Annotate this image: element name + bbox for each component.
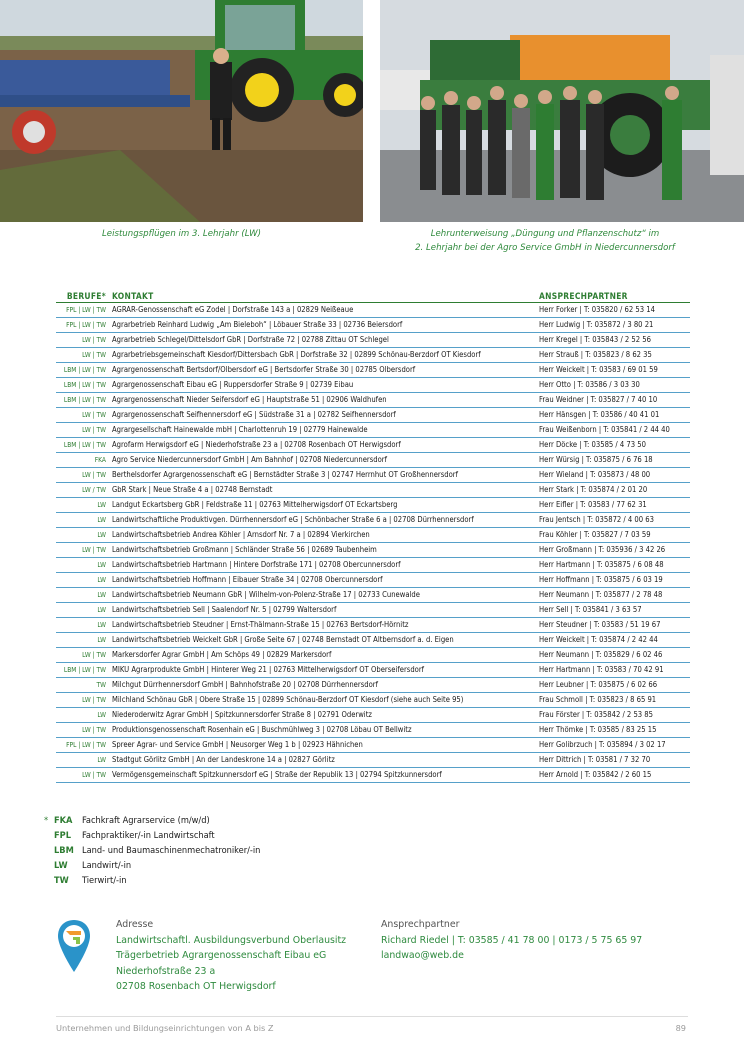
row-berufe: LW xyxy=(97,516,106,524)
address-line1: Landwirtschaftl. Ausbildungsverbund Oberlausitz xyxy=(116,934,347,946)
table-row xyxy=(56,528,690,543)
row-berufe: LW / TW xyxy=(82,486,106,494)
table-header xyxy=(56,287,690,303)
contact-table xyxy=(56,287,690,783)
row-berufe: LW | TW xyxy=(82,726,106,734)
row-kontakt: Landwirtschaftsbetrieb Weickelt GbR | Große Seite 67 | 02748 Bernstadt OT Altbernsdorf a. d. Eigen xyxy=(112,635,454,644)
row-berufe: LW | TW xyxy=(82,351,106,359)
row-ansprechpartner: Herr Weickelt | T: 03583 / 69 01 59 xyxy=(539,365,658,374)
header-berufe: BERUFE* xyxy=(66,291,106,301)
row-kontakt: Landwirtschaftsbetrieb Andrea Köhler | Arnsdorf Nr. 7 a | 02894 Vierkirchen xyxy=(112,530,370,539)
legend-item xyxy=(44,828,260,843)
table-row xyxy=(56,633,690,648)
photo-training-group xyxy=(380,0,744,222)
row-ansprechpartner: Herr Hartmann | T: 03583 / 70 42 91 xyxy=(539,665,664,674)
row-ansprechpartner: Herr Eifler | T: 03583 / 77 62 31 xyxy=(539,500,647,509)
legend-code: LBM xyxy=(54,845,74,856)
row-ansprechpartner: Herr Hoffmann | T: 035875 / 6 03 19 xyxy=(539,575,663,584)
legend-asterisk xyxy=(44,873,54,888)
row-berufe: FKA xyxy=(94,456,106,464)
row-berufe: LW xyxy=(97,576,106,584)
row-kontakt: Agrargenossenschaft Eibau eG | Ruppersdorfer Straße 9 | 02739 Eibau xyxy=(112,380,354,389)
legend-item xyxy=(44,858,260,873)
row-ansprechpartner: Herr Hänsgen | T: 03586 / 40 41 01 xyxy=(539,410,660,419)
row-kontakt: Agrarbetriebsgemeinschaft Kiesdorf/Dittersbach GbR | Dorfstraße 32 | 02899 Schönau-Berzdorf OT Kiesdorf xyxy=(112,350,481,359)
row-ansprechpartner: Herr Stark | T: 035874 / 2 01 20 xyxy=(539,485,648,494)
row-ansprechpartner: Herr Otto | T: 03586 / 3 03 30 xyxy=(539,380,640,389)
table-row xyxy=(56,438,690,453)
legend-code: LW xyxy=(54,860,68,871)
legend-asterisk xyxy=(44,858,54,873)
contact-block xyxy=(381,917,642,964)
contact-phone: Richard Riedel | T: 03585 / 41 78 00 | 0173 / 5 75 65 97 xyxy=(381,934,643,946)
row-ansprechpartner: Herr Wieland | T: 035873 / 48 00 xyxy=(539,470,651,479)
table-body xyxy=(56,303,690,783)
row-berufe: LBM | LW | TW xyxy=(63,441,106,449)
row-berufe: LW xyxy=(97,591,106,599)
table-row xyxy=(56,603,690,618)
table-row xyxy=(56,573,690,588)
row-kontakt: Milchgut Dürrhennersdorf GmbH | Bahnhofstraße 20 | 02708 Dürrhennersdorf xyxy=(112,680,378,689)
header-ansprechpartner: ANSPRECHPARTNER xyxy=(539,291,628,301)
row-kontakt: Milchland Schönau GbR | Obere Straße 15 | 02899 Schönau-Berzdorf OT Kiesdorf (siehe auch Seite 95) xyxy=(112,695,464,704)
table-row xyxy=(56,318,690,333)
row-kontakt: Landwirtschaftsbetrieb Hoffmann | Eibauer Straße 34 | 02708 Obercunnersdorf xyxy=(112,575,383,584)
table-row xyxy=(56,483,690,498)
caption-right xyxy=(380,227,710,255)
table-row xyxy=(56,708,690,723)
row-berufe: LW xyxy=(97,561,106,569)
berufe-legend xyxy=(44,813,260,888)
row-kontakt: Landwirtschaftsbetrieb Hartmann | Hintere Dorfstraße 171 | 02708 Obercunnersdorf xyxy=(112,560,401,569)
address-line4: 02708 Rosenbach OT Herwigsdorf xyxy=(116,981,276,992)
row-ansprechpartner: Herr Großmann | T: 035936 / 3 42 26 xyxy=(539,545,666,554)
row-kontakt: Agrarbetrieb Reinhard Ludwig „Am Bieleboh“ | Löbauer Straße 33 | 02736 Beiersdorf xyxy=(112,320,403,329)
row-kontakt: Vermögensgemeinschaft Spitzkunnersdorf eG | Straße der Republik 13 | 02794 Spitzkunnersdorf xyxy=(112,770,442,779)
table-row xyxy=(56,303,690,318)
legend-label: Fachkraft Agrarservice (m/w/d) xyxy=(82,815,210,826)
row-kontakt: Landwirtschaftliche Produktivgen. Dürrhennersdorf eG | Schönbacher Straße 6 a | 02708 Dürrhennersdorf xyxy=(112,515,474,524)
row-ansprechpartner: Herr Dittrich | T: 03581 / 7 32 70 xyxy=(539,755,651,764)
table-row xyxy=(56,468,690,483)
row-berufe: FPL | LW | TW xyxy=(66,741,106,749)
row-berufe: LBM | LW | TW xyxy=(63,366,106,374)
row-ansprechpartner: Herr Weickelt | T: 035874 / 2 42 44 xyxy=(539,635,658,644)
row-kontakt: Landwirtschaftsbetrieb Neumann GbR | Wilhelm-von-Polenz-Straße 17 | 02733 Cunewalde xyxy=(112,590,420,599)
footer-text: Unternehmen und Bildungseinrichtungen von A bis Z xyxy=(56,1023,274,1033)
legend-label: Tierwirt/-in xyxy=(82,875,127,886)
row-ansprechpartner: Herr Strauß | T: 035823 / 8 62 35 xyxy=(539,350,652,359)
row-berufe: LW | TW xyxy=(82,426,106,434)
row-berufe: LW | TW xyxy=(82,696,106,704)
row-ansprechpartner: Herr Neumann | T: 035877 / 2 78 48 xyxy=(539,590,663,599)
caption-right-line1: Lehrunterweisung „Düngung und Pflanzenschutz“ im xyxy=(430,229,660,239)
contact-email[interactable]: landwao@web.de xyxy=(381,950,464,961)
footer-divider xyxy=(56,1016,688,1017)
table-row xyxy=(56,363,690,378)
caption-right-line2: 2. Lehrjahr bei der Agro Service GmbH in Niedercunnersdorf xyxy=(415,243,675,253)
address-block xyxy=(116,917,346,995)
row-ansprechpartner: Frau Weidner | T: 035827 / 7 40 10 xyxy=(539,395,658,404)
legend-label: Land- und Baumaschinenmechatroniker/-in xyxy=(82,845,261,856)
row-kontakt: Agrofarm Herwigsdorf eG | Niederhofstraße 23 a | 02708 Rosenbach OT Herwigsdorf xyxy=(112,440,401,449)
legend-code: FKA xyxy=(54,815,73,826)
row-kontakt: Niederoderwitz Agrar GmbH | Spitzkunnersdorfer Straße 8 | 02791 Oderwitz xyxy=(112,710,372,719)
table-row xyxy=(56,453,690,468)
row-berufe: LW | TW xyxy=(82,771,106,779)
row-berufe: LBM | LW | TW xyxy=(63,666,106,674)
table-row xyxy=(56,558,690,573)
row-kontakt: Landwirtschaftsbetrieb Steudner | Ernst-Thälmann-Straße 15 | 02763 Bertsdorf-Hörnitz xyxy=(112,620,409,629)
row-ansprechpartner: Frau Schmoll | T: 035823 / 8 65 91 xyxy=(539,695,657,704)
address-label: Adresse xyxy=(116,919,154,930)
table-row xyxy=(56,498,690,513)
legend-item xyxy=(44,843,260,858)
row-ansprechpartner: Herr Döcke | T: 03585 / 4 73 50 xyxy=(539,440,646,449)
address-line3: Niederhofstraße 23 a xyxy=(116,965,216,977)
row-ansprechpartner: Herr Ludwig | T: 035872 / 3 80 21 xyxy=(539,320,654,329)
table-row xyxy=(56,768,690,783)
row-kontakt: Agrargenossenschaft Seifhennersdorf eG | Südstraße 31 a | 02782 Seifhennersdorf xyxy=(112,410,396,419)
row-berufe: LW | TW xyxy=(82,546,106,554)
location-pin-icon xyxy=(56,918,92,978)
row-kontakt: Berthelsdorfer Agrargenossenschaft eG | Bernstädter Straße 3 | 02747 Herrnhut OT Großhennersdorf xyxy=(112,470,458,479)
row-berufe: LW xyxy=(97,756,106,764)
table-row xyxy=(56,588,690,603)
photo-ploughing xyxy=(0,0,363,222)
row-ansprechpartner: Herr Forker | T: 035820 / 62 53 14 xyxy=(539,305,655,314)
table-row xyxy=(56,738,690,753)
table-row xyxy=(56,648,690,663)
legend-code: FPL xyxy=(54,830,71,841)
row-kontakt: AGRAR-Genossenschaft eG Zodel | Dorfstraße 143 a | 02829 Neißeaue xyxy=(112,305,354,314)
row-berufe: LBM | LW | TW xyxy=(63,381,106,389)
row-ansprechpartner: Herr Arnold | T: 035842 / 2 60 15 xyxy=(539,770,652,779)
row-kontakt: Landwirtschaftsbetrieb Sell | Saalendorf Nr. 5 | 02799 Waltersdorf xyxy=(112,605,337,614)
table-row xyxy=(56,693,690,708)
row-ansprechpartner: Herr Thömke | T: 03585 / 83 25 15 xyxy=(539,725,657,734)
legend-item xyxy=(44,813,260,828)
legend-asterisk xyxy=(44,828,54,843)
row-kontakt: Markersdorfer Agrar GmbH | Am Schöps 49 | 02829 Markersdorf xyxy=(112,650,332,659)
row-ansprechpartner: Herr Hartmann | T: 035875 / 6 08 48 xyxy=(539,560,664,569)
legend-label: Fachpraktiker/-in Landwirtschaft xyxy=(82,830,215,841)
row-kontakt: Landwirtschaftsbetrieb Großmann | Schländer Straße 56 | 02689 Taubenheim xyxy=(112,545,377,554)
row-berufe: LW | TW xyxy=(82,651,106,659)
row-berufe: LW | TW xyxy=(82,336,106,344)
row-kontakt: Agrarbetrieb Schlegel/Dittelsdorf GbR | Dorfstraße 72 | 02788 Zittau OT Schlegel xyxy=(112,335,389,344)
row-ansprechpartner: Herr Kregel | T: 035843 / 2 52 56 xyxy=(539,335,651,344)
row-berufe: FPL | LW | TW xyxy=(66,306,106,314)
legend-label: Landwirt/-in xyxy=(82,860,132,871)
row-berufe: TW xyxy=(96,681,106,689)
row-berufe: LW | TW xyxy=(82,411,106,419)
row-berufe: LW xyxy=(97,636,106,644)
table-row xyxy=(56,513,690,528)
row-kontakt: GbR Stark | Neue Straße 4 a | 02748 Bernstadt xyxy=(112,485,273,494)
row-ansprechpartner: Frau Förster | T: 035842 / 2 53 85 xyxy=(539,710,653,719)
row-berufe: FPL | LW | TW xyxy=(66,321,106,329)
row-kontakt: Agrargenossenschaft Bertsdorf/Olbersdorf eG | Bertsdorfer Straße 30 | 02785 Olbersdorf xyxy=(112,365,416,374)
row-kontakt: Spreer Agrar- und Service GmbH | Neusorger Weg 1 b | 02923 Hähnichen xyxy=(112,740,363,749)
row-berufe: LW xyxy=(97,606,106,614)
row-berufe: LW xyxy=(97,531,106,539)
row-berufe: LBM | LW | TW xyxy=(63,396,106,404)
row-berufe: LW | TW xyxy=(82,471,106,479)
row-kontakt: Produktionsgenossenschaft Rosenhain eG | Buschmühlweg 3 | 02708 Löbau OT Bellwitz xyxy=(112,725,412,734)
table-row xyxy=(56,423,690,438)
row-kontakt: MIKU Agrarprodukte GmbH | Hinterer Weg 21 | 02763 Mittelherwigsdorf OT Oberseifersdorf xyxy=(112,665,425,674)
page-number: 89 xyxy=(675,1023,686,1033)
row-ansprechpartner: Frau Jentsch | T: 035872 / 4 00 63 xyxy=(539,515,654,524)
row-ansprechpartner: Herr Würsig | T: 035875 / 6 76 18 xyxy=(539,455,653,464)
header-kontakt: KONTAKT xyxy=(112,291,154,301)
row-kontakt: Agro Service Niedercunnersdorf GmbH | Am Bahnhof | 02708 Niedercunnersdorf xyxy=(112,455,388,464)
row-ansprechpartner: Herr Sell | T: 035841 / 3 63 57 xyxy=(539,605,642,614)
table-row xyxy=(56,333,690,348)
legend-asterisk xyxy=(44,843,54,858)
row-ansprechpartner: Herr Steudner | T: 03583 / 51 19 67 xyxy=(539,620,661,629)
row-ansprechpartner: Herr Neumann | T: 035829 / 6 02 46 xyxy=(539,650,663,659)
row-kontakt: Stadtgut Görlitz GmbH | An der Landeskrone 14 a | 02827 Görlitz xyxy=(112,755,335,764)
contact-label: Ansprechpartner xyxy=(381,919,460,930)
table-row xyxy=(56,618,690,633)
table-row xyxy=(56,663,690,678)
table-row xyxy=(56,408,690,423)
row-kontakt: Landgut Eckartsberg GbR | Feldstraße 11 | 02763 Mittelherwigsdorf OT Eckartsberg xyxy=(112,500,398,509)
row-berufe: LW xyxy=(97,501,106,509)
row-ansprechpartner: Frau Köhler | T: 035827 / 7 03 59 xyxy=(539,530,651,539)
row-kontakt: Agrargesellschaft Hainewalde mbH | Charlottenruh 19 | 02779 Hainewalde xyxy=(112,425,368,434)
row-ansprechpartner: Frau Weißenborn | T: 035841 / 2 44 40 xyxy=(539,425,670,434)
table-row xyxy=(56,678,690,693)
table-row xyxy=(56,348,690,363)
legend-item xyxy=(44,873,260,888)
legend-asterisk: * xyxy=(44,815,49,826)
row-berufe: LW xyxy=(97,711,106,719)
row-ansprechpartner: Herr Golibrzuch | T: 035894 / 3 02 17 xyxy=(539,740,666,749)
table-row xyxy=(56,753,690,768)
caption-left xyxy=(0,227,363,241)
row-berufe: LW xyxy=(97,621,106,629)
table-row xyxy=(56,393,690,408)
address-line2: Trägerbetrieb Agrargenossenschaft Eibau eG xyxy=(116,950,327,961)
table-row xyxy=(56,378,690,393)
table-row xyxy=(56,543,690,558)
row-kontakt: Agrargenossenschaft Nieder Seifersdorf eG | Hauptstraße 51 | 02906 Waldhufen xyxy=(112,395,387,404)
table-row xyxy=(56,723,690,738)
row-ansprechpartner: Herr Leubner | T: 035875 / 6 02 66 xyxy=(539,680,658,689)
caption-left-text: Leistungspflügen im 3. Lehrjahr (LW) xyxy=(102,229,261,239)
legend-code: TW xyxy=(54,875,69,886)
